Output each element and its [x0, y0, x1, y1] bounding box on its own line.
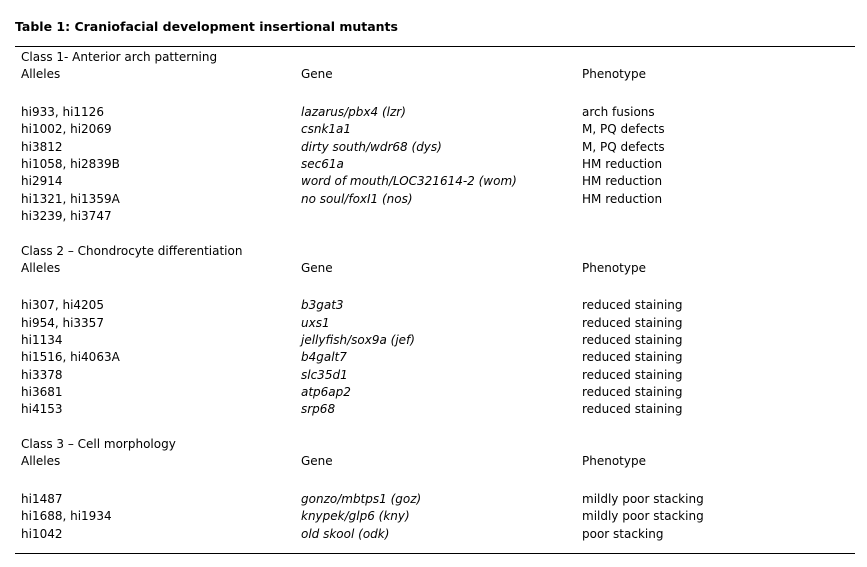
cell-phenotype: arch fusions — [582, 105, 655, 119]
section-title: Class 2 – Chondrocyte differentiation — [21, 244, 243, 258]
column-header-phenotype: Phenotype — [582, 67, 646, 81]
cell-phenotype: mildly poor stacking — [582, 509, 704, 523]
cell-phenotype: M, PQ defects — [582, 122, 665, 136]
cell-alleles: hi2914 — [21, 174, 63, 188]
cell-phenotype: poor stacking — [582, 527, 664, 541]
cell-gene: b4galt7 — [301, 350, 347, 364]
cell-gene: old skool (odk) — [301, 527, 390, 541]
cell-gene: jellyfish/sox9a (jef) — [301, 333, 415, 347]
column-header-gene: Gene — [301, 261, 333, 275]
cell-alleles: hi1487 — [21, 492, 63, 506]
cell-phenotype: reduced staining — [582, 350, 683, 364]
column-header-alleles: Alleles — [21, 261, 61, 275]
bottom-rule — [15, 553, 855, 554]
cell-phenotype: reduced staining — [582, 368, 683, 382]
cell-alleles: hi1134 — [21, 333, 63, 347]
cell-phenotype: reduced staining — [582, 333, 683, 347]
table-caption: Table 1: Craniofacial development insertional mutants — [15, 19, 398, 34]
cell-gene: atp6ap2 — [301, 385, 351, 399]
cell-phenotype: reduced staining — [582, 316, 683, 330]
cell-gene: uxs1 — [301, 316, 330, 330]
cell-alleles: hi1688, hi1934 — [21, 509, 112, 523]
cell-gene: srp68 — [301, 402, 336, 416]
top-rule — [15, 46, 855, 47]
column-header-phenotype: Phenotype — [582, 261, 646, 275]
cell-phenotype: reduced staining — [582, 402, 683, 416]
cell-alleles: hi4153 — [21, 402, 63, 416]
column-header-gene: Gene — [301, 454, 333, 468]
cell-alleles: hi1002, hi2069 — [21, 122, 112, 136]
cell-alleles: hi1516, hi4063A — [21, 350, 120, 364]
cell-alleles: hi954, hi3357 — [21, 316, 104, 330]
cell-gene: b3gat3 — [301, 298, 344, 312]
cell-phenotype: HM reduction — [582, 157, 663, 171]
cell-gene: csnk1a1 — [301, 122, 352, 136]
section-title: Class 1- Anterior arch patterning — [21, 50, 218, 64]
cell-alleles: hi1058, hi2839B — [21, 157, 120, 171]
cell-alleles: hi1042 — [21, 527, 63, 541]
cell-gene: slc35d1 — [301, 368, 348, 382]
cell-alleles: hi3681 — [21, 385, 63, 399]
cell-gene: lazarus/pbx4 (lzr) — [301, 105, 406, 119]
section-title: Class 3 – Cell morphology — [21, 437, 176, 451]
cell-phenotype: HM reduction — [582, 192, 663, 206]
column-header-alleles: Alleles — [21, 67, 61, 81]
cell-gene: dirty south/wdr68 (dys) — [301, 140, 442, 154]
cell-gene: gonzo/mbtps1 (goz) — [301, 492, 422, 506]
cell-alleles: hi933, hi1126 — [21, 105, 104, 119]
column-header-phenotype: Phenotype — [582, 454, 646, 468]
cell-gene: no soul/foxI1 (nos) — [301, 192, 413, 206]
cell-phenotype: HM reduction — [582, 174, 663, 188]
column-header-gene: Gene — [301, 67, 333, 81]
cell-phenotype: reduced staining — [582, 298, 683, 312]
cell-gene: knypek/glp6 (kny) — [301, 509, 410, 523]
cell-alleles: hi1321, hi1359A — [21, 192, 120, 206]
column-header-alleles: Alleles — [21, 454, 61, 468]
cell-gene: sec61a — [301, 157, 344, 171]
cell-phenotype: M, PQ defects — [582, 140, 665, 154]
cell-phenotype: mildly poor stacking — [582, 492, 704, 506]
cell-alleles: hi3378 — [21, 368, 63, 382]
cell-alleles: hi3812 — [21, 140, 63, 154]
cell-phenotype: reduced staining — [582, 385, 683, 399]
cell-alleles: hi3239, hi3747 — [21, 209, 112, 223]
cell-gene: word of mouth/LOC321614-2 (wom) — [301, 174, 517, 188]
cell-alleles: hi307, hi4205 — [21, 298, 104, 312]
